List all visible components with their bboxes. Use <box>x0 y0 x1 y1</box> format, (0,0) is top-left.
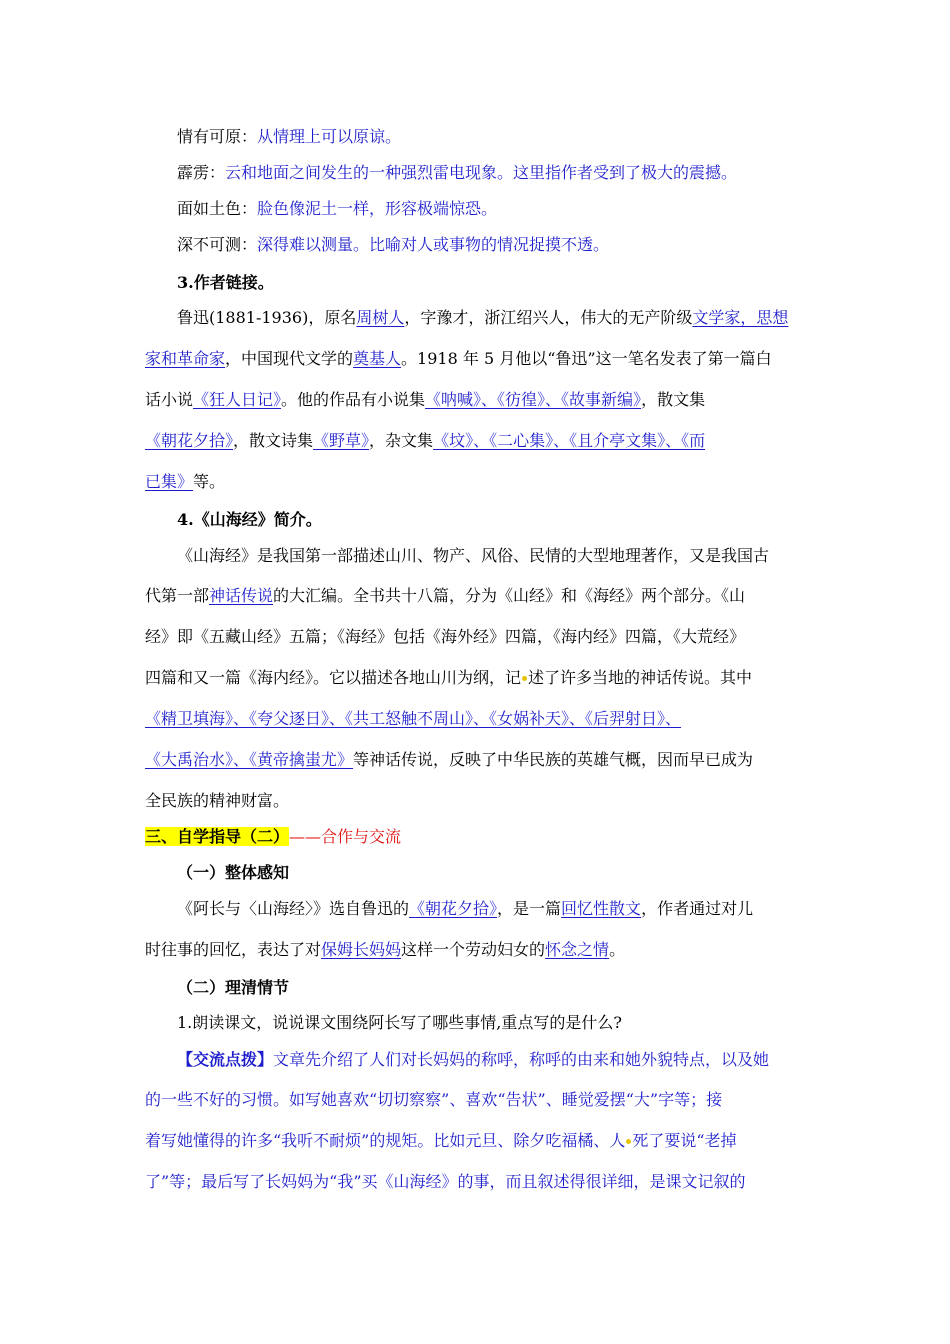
answer-line-1: 【交流点拨】文章先介绍了人们对长妈妈的称呼，称呼的由来和她外貌特点，以及她 <box>177 1050 770 1069</box>
definition-text: 从情理上可以原谅。 <box>257 127 402 146</box>
highlight-dot <box>522 676 527 681</box>
link-dianjiren[interactable]: 奠基人 <box>353 349 402 368</box>
overall-heading: （一）整体感知 <box>177 863 290 882</box>
author-line-4: 《朝花夕拾》，散文诗集《野草》，杂文集《坟》、《二心集》、《且介亭文集》、《而 <box>145 431 706 450</box>
highlight-dot <box>626 1139 631 1144</box>
link-myth-list-1[interactable]: 《精卫填海》、《夸父逐日》、《共工怒触不周山》、《女娲补天》、《后羿射日》、 <box>145 709 682 728</box>
link-wenxuejia[interactable]: 文学家，思想 <box>692 308 789 327</box>
definition-term: 深不可测： <box>177 235 258 254</box>
shanhaijing-heading: 4.《山海经》简介。 <box>177 510 322 529</box>
answer-line-4: 了”等；最后写了长妈妈为“我”买《山海经》的事，而且叙述得很详细，是课文记叙的 <box>145 1172 746 1191</box>
section-title-highlight: 三、自学指导（二） <box>145 827 290 846</box>
definition-text: 云和地面之间发生的一种强烈雷电现象。这里指作者受到了极大的震撼。 <box>225 163 738 182</box>
definition-term: 面如土色： <box>177 199 258 218</box>
link-baomuchangmama[interactable]: 保姆长妈妈 <box>321 940 402 959</box>
link-huiyixingsanwen[interactable]: 回忆性散文 <box>561 899 642 918</box>
section-subtitle: ——合作与交流 <box>289 827 402 846</box>
definition-text: 深得难以测量。比喻对人或事物的情况捉摸不透。 <box>257 235 610 254</box>
definition-qingyoukeyuan <box>177 126 401 148</box>
overall-line-1: 《阿长与〈山海经〉》选自鲁迅的《朝花夕拾》，是一篇回忆性散文，作者通过对儿 <box>177 899 754 918</box>
author-line-1: 鲁迅(1881-1936)，原名周树人，字豫才，浙江绍兴人，伟大的无产阶级文学家，思想 <box>177 308 789 327</box>
link-novel-collections[interactable]: 《呐喊》、《彷徨》、《故事新编》 <box>425 390 642 409</box>
section-title <box>145 826 401 848</box>
link-zhaohuaxishi-2[interactable]: 《朝花夕拾》 <box>409 899 498 918</box>
author-line-2: 家和革命家，中国现代文学的奠基人。1918 年 5 月他以“鲁迅”这一笔名发表了第一篇白 <box>145 349 772 368</box>
definition-term: 霹雳： <box>177 163 226 182</box>
link-huainianzhiqing[interactable]: 怀念之情 <box>545 940 610 959</box>
link-kuangrenriji[interactable]: 《狂人日记》 <box>193 390 282 409</box>
author-line-5: 已集》等。 <box>145 472 226 491</box>
link-zhoushuren[interactable]: 周树人 <box>356 308 405 327</box>
link-myth-list-2[interactable]: 《大禹治水》、《黄帝擒蚩尤》 <box>145 750 354 769</box>
shanhaijing-line-3: 经》即《五藏山经》五篇；《海经》包括《海外经》四篇，《海内经》四篇，《大荒经》 <box>145 627 746 646</box>
definition-mianrutuse <box>177 198 497 220</box>
shanhaijing-line-2: 代第一部神话传说的大汇编。全书共十八篇，分为《山经》和《海经》两个部分。《山 <box>145 586 746 605</box>
answer-tag: 【交流点拨】 <box>177 1050 274 1069</box>
author-line-3: 话小说《狂人日记》。他的作品有小说集《呐喊》、《彷徨》、《故事新编》，散文集 <box>145 390 706 409</box>
link-gemingjia[interactable]: 家和革命家 <box>145 349 226 368</box>
shanhaijing-line-4: 四篇和又一篇《海内经》。它以描述各地山川为纲，记 述了许多当地的神话传说。其中 <box>145 668 753 687</box>
shanhaijing-line-6: 《大禹治水》、《黄帝擒蚩尤》等神话传说，反映了中华民族的英雄气概，因而早已成为 <box>145 750 754 769</box>
link-eryiji[interactable]: 已集》 <box>145 472 194 491</box>
author-heading: 3.作者链接。 <box>177 273 274 292</box>
answer-line-3: 着写她懂得的许多“我听不耐烦”的规矩。比如元旦、除夕吃福橘、人 死了要说“老掉 <box>145 1131 737 1150</box>
link-yecao[interactable]: 《野草》 <box>313 431 370 450</box>
shanhaijing-line-1: 《山海经》是我国第一部描述山川、物产、风俗、民情的大型地理著作，又是我国古 <box>177 546 770 565</box>
definition-shenbukece <box>177 234 609 256</box>
link-shenhuachuanshuo[interactable]: 神话传说 <box>209 586 274 605</box>
link-zhaohuaxishi[interactable]: 《朝花夕拾》 <box>145 431 234 450</box>
plot-question: 1.朗读课文，说说课文围绕阿长写了哪些事情,重点写的是什么? <box>177 1013 622 1032</box>
answer-line-2: 的一些不好的习惯。如写她喜欢“切切察察”、喜欢“告状”、睡觉爱摆“大”字等；接 <box>145 1090 723 1109</box>
definition-text: 脸色像泥土一样，形容极端惊恐。 <box>257 199 498 218</box>
overall-line-2: 时往事的回忆，表达了对保姆长妈妈这样一个劳动妇女的怀念之情。 <box>145 940 626 959</box>
definition-pili <box>177 162 737 184</box>
link-essay-collections[interactable]: 《坟》、《二心集》、《且介亭文集》、《而 <box>433 431 706 450</box>
definition-term: 情有可原： <box>177 127 258 146</box>
shanhaijing-line-7: 全民族的精神财富。 <box>145 791 290 810</box>
plot-heading: （二）理清情节 <box>177 978 290 997</box>
